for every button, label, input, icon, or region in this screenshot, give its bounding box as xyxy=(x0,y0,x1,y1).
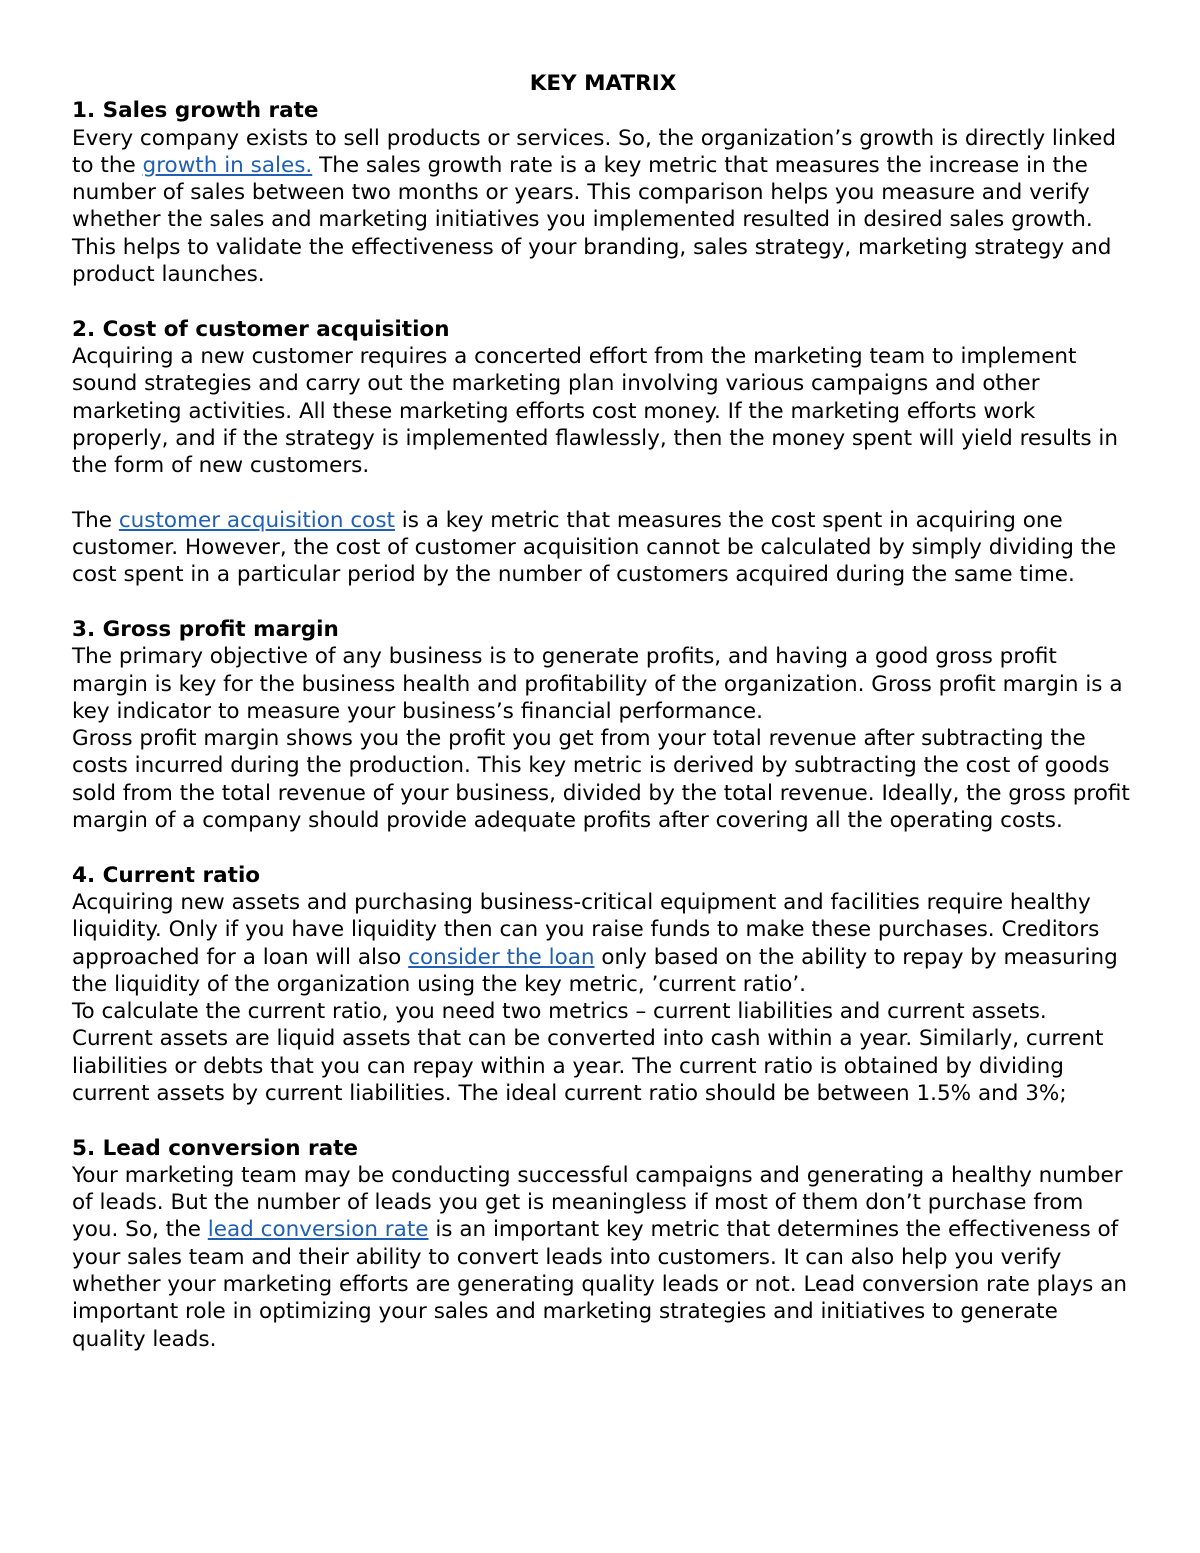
paragraph-text: is an important key metric that determines the effectiveness of your sales team and their ability to convert leads into customers. It can also help you verify whether your marketing efforts are generating quality leads or not. Lead conversion rate plays an important role in optimizing your sales and marketing strategies and initiatives to generate quality leads. xyxy=(72,1217,1127,1352)
document-title: KEY MATRIX xyxy=(529,71,677,96)
section-heading-sales-growth-rate: 1. Sales growth rate xyxy=(72,98,319,124)
paragraph-spacer xyxy=(72,834,1134,861)
paragraph-text: Acquiring new assets and purchasing business-critical equipment and facilities require healthy liquidity. Only if you have liquidity then can you raise funds to make these purchases. Creditors approached for a loan will also xyxy=(72,889,1100,970)
section-heading-current-ratio: 4. Current ratio xyxy=(72,862,261,888)
section-paragraph xyxy=(72,1162,1134,1353)
paragraph-text: The sales growth rate is a key metric that measures the increase in the number of sales between two months or years. This comparison helps you measure and verify whether the sales and marketing initiatives you implemented resulted in desired sales growth. This helps to validate the effectiveness of your branding, sales strategy, marketing strategy and product launches. xyxy=(72,152,1112,288)
paragraph-text: is a key metric that measures the cost spent in acquiring one customer. However, the cost of customer acquisition cannot be calculated by simply dividing the cost spent in a particular period by the number of customers acquired during the same time. xyxy=(72,507,1117,588)
paragraph-text: only based on the ability to repay by measuring the liquidity of the organization using the key metric, ’current ratio’. xyxy=(72,944,1118,997)
section-heading-gross-profit-margin: 3. Gross profit margin xyxy=(72,616,339,642)
paragraph-text: Every company exists to sell products or services. So, the organization’s growth is directly linked to the xyxy=(72,125,1117,178)
paragraph-spacer xyxy=(72,1107,1134,1134)
customer-acquisition-cost-link[interactable]: customer acquisition cost xyxy=(118,507,395,533)
paragraph-spacer xyxy=(72,479,1134,506)
document-page xyxy=(72,70,1134,1353)
section-paragraph: Gross profit margin shows you the profit you get from your total revenue after subtracting the costs incurred during the production. This key metric is derived by subtracting the cost of goods sold from the total revenue of your business, divided by the total revenue. Ideally, the gross profit margin of a company should provide adequate profits after covering all the operating costs. xyxy=(72,726,1130,834)
paragraph-spacer xyxy=(72,589,1134,616)
paragraph-text: The xyxy=(72,507,119,533)
section-paragraph: Acquiring a new customer requires a concerted effort from the marketing team to implement sound strategies and carry out the marketing plan involving various campaigns and other marketing activities. All these marketing efforts cost money. If the marketing efforts work properly, and if the strategy is implemented flawlessly, then the money spent will yield results in the form of new customers. xyxy=(72,343,1119,479)
section-paragraph: To calculate the current ratio, you need two metrics – current liabilities and current assets. Current assets are liquid assets that can be converted into cash within a year. Similarly, current liabilities or debts that you can repay within a year. The current ratio is obtained by dividing current assets by current liabilities. The ideal current ratio should be between 1.5% and 3%; xyxy=(72,999,1104,1106)
section-paragraph xyxy=(72,889,1134,998)
paragraph-spacer xyxy=(72,288,1134,315)
consider-the-loan-link[interactable]: consider the loan xyxy=(408,944,595,970)
section-heading-cost-of-customer-acquisition: 2. Cost of customer acquisition xyxy=(72,316,450,342)
paragraph-text: Your marketing team may be conducting successful campaigns and generating a healthy number of leads. But the number of leads you get is meaningless if most of them don’t purchase from you. So, the xyxy=(72,1162,1123,1243)
section-paragraph xyxy=(72,125,1134,289)
lead-conversion-rate-link[interactable]: lead conversion rate xyxy=(207,1217,429,1243)
growth-in-sales-link[interactable]: growth in sales. xyxy=(142,152,313,178)
section-paragraph: The primary objective of any business is to generate profits, and having a good gross profit margin is key for the business health and profitability of the organization. Gross profit margin is a key indicator to measure your business’s financial performance. xyxy=(72,644,1123,724)
section-heading-lead-conversion-rate: 5. Lead conversion rate xyxy=(72,1135,358,1161)
section-paragraph xyxy=(72,507,1134,589)
